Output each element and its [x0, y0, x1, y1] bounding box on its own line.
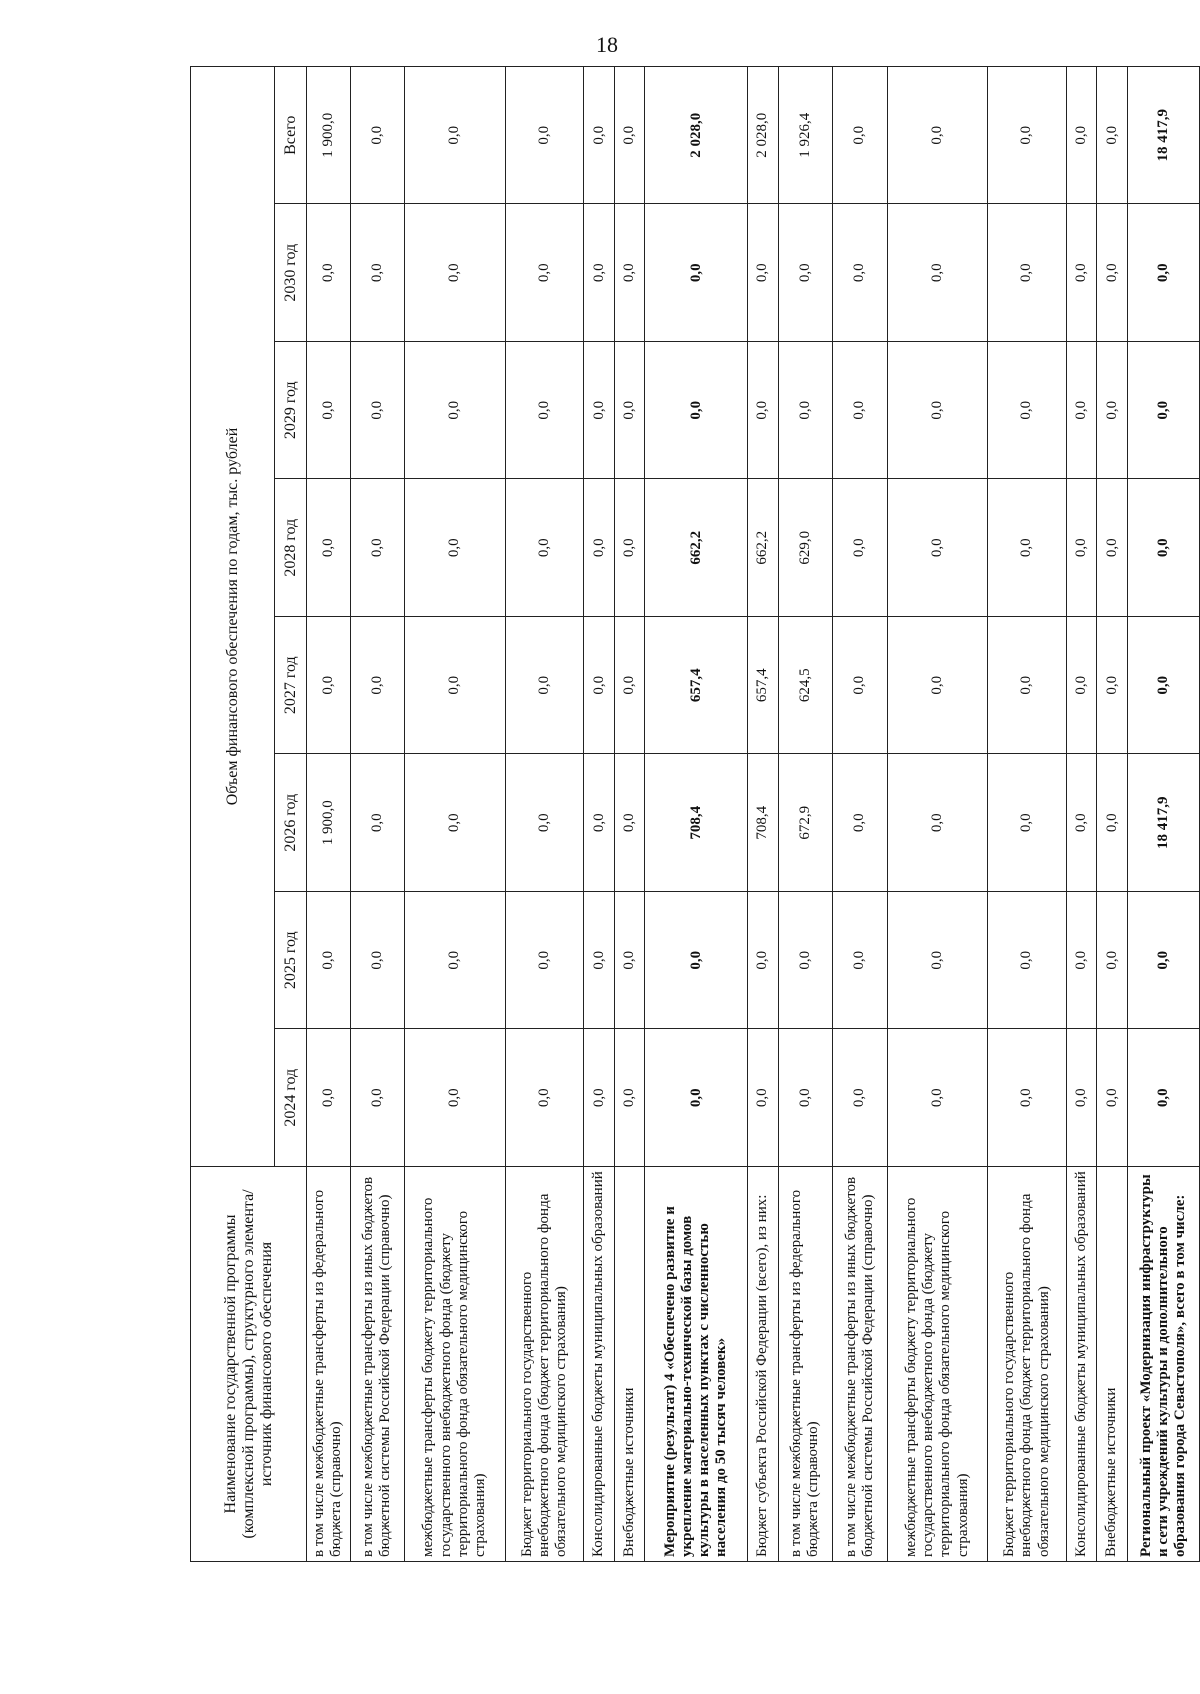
value-cell: 0,0	[614, 67, 645, 205]
value-cell: 0,0	[584, 479, 615, 617]
table-row	[747, 67, 778, 1562]
value-cell: 0,0	[307, 892, 351, 1030]
row-name: в том числе межбюджетные трансферты из иных бюджетов бюджетной системы Российской Федерации (справочно)	[350, 1167, 405, 1562]
value-cell: 0,0	[833, 67, 888, 205]
year-header: 2024 год	[275, 1029, 307, 1167]
value-cell: 0,0	[584, 754, 615, 892]
value-cell: 0,0	[833, 204, 888, 342]
value-cell: 0,0	[350, 892, 405, 1030]
value-cell: 0,0	[505, 1029, 584, 1167]
value-cell: 0,0	[887, 204, 987, 342]
value-cell: 0,0	[307, 617, 351, 755]
value-cell: 0,0	[405, 342, 505, 480]
value-cell: 0,0	[988, 1029, 1067, 1167]
table-row	[1066, 67, 1097, 1562]
table-row	[833, 67, 888, 1562]
value-cell: 672,9	[778, 754, 833, 892]
value-cell: 0,0	[833, 754, 888, 892]
value-cell: 0,0	[307, 342, 351, 480]
value-cell: 0,0	[1097, 892, 1128, 1030]
value-cell: 0,0	[350, 342, 405, 480]
value-cell: 0,0	[405, 204, 505, 342]
value-cell: 0,0	[584, 342, 615, 480]
value-cell: 0,0	[833, 1029, 888, 1167]
value-cell: 0,0	[833, 892, 888, 1030]
value-cell: 1 926,4	[778, 67, 833, 205]
value-cell: 0,0	[405, 479, 505, 617]
value-cell: 1 900,0	[307, 754, 351, 892]
table-body	[307, 67, 1200, 1562]
value-cell: 629,0	[778, 479, 833, 617]
value-cell: 0,0	[614, 754, 645, 892]
value-cell: 0,0	[747, 342, 778, 480]
value-cell: 0,0	[350, 204, 405, 342]
value-cell: 0,0	[614, 1029, 645, 1167]
value-cell: 0,0	[614, 342, 645, 480]
value-cell: 0,0	[307, 479, 351, 617]
value-cell: 0,0	[405, 1029, 505, 1167]
row-name: в том числе межбюджетные трансферты из федерального бюджета (справочно)	[778, 1167, 833, 1562]
row-name: Внебюджетные источники	[614, 1167, 645, 1562]
value-cell: 0,0	[988, 67, 1067, 205]
value-cell: 0,0	[584, 67, 615, 205]
value-cell: 657,4	[747, 617, 778, 755]
value-cell: 0,0	[584, 617, 615, 755]
value-cell: 0,0	[778, 204, 833, 342]
value-cell: 0,0	[614, 892, 645, 1030]
value-cell: 0,0	[584, 1029, 615, 1167]
value-cell: 0,0	[505, 342, 584, 480]
year-header: 2026 год	[275, 754, 307, 892]
value-cell: 0,0	[778, 892, 833, 1030]
value-cell: 0,0	[747, 892, 778, 1030]
value-cell: 18 417,9	[1127, 754, 1199, 892]
value-cell: 0,0	[1127, 204, 1199, 342]
value-cell: 0,0	[778, 1029, 833, 1167]
table-row	[1127, 67, 1199, 1562]
value-cell: 0,0	[1066, 892, 1097, 1030]
value-cell: 0,0	[307, 204, 351, 342]
value-cell: 0,0	[614, 204, 645, 342]
value-cell: 0,0	[778, 342, 833, 480]
table-row	[584, 67, 615, 1562]
value-cell: 624,5	[778, 617, 833, 755]
row-name: Внебюджетные источники	[1097, 1167, 1128, 1562]
row-name: в том числе межбюджетные трансферты из федерального бюджета (справочно)	[307, 1167, 351, 1562]
value-cell: 0,0	[505, 754, 584, 892]
value-cell: 0,0	[405, 617, 505, 755]
value-cell: 0,0	[1066, 754, 1097, 892]
value-cell: 0,0	[405, 754, 505, 892]
value-cell: 0,0	[614, 617, 645, 755]
value-cell: 0,0	[833, 342, 888, 480]
rotated-table-container	[190, 66, 1200, 1562]
row-name: Консолидированные бюджеты муниципальных образований	[584, 1167, 615, 1562]
value-cell: 0,0	[1127, 892, 1199, 1030]
value-cell: 0,0	[887, 479, 987, 617]
value-cell: 0,0	[1066, 479, 1097, 617]
value-cell: 0,0	[887, 754, 987, 892]
value-cell: 0,0	[1066, 342, 1097, 480]
financing-table	[190, 66, 1200, 1562]
table-row	[778, 67, 833, 1562]
value-cell: 662,2	[747, 479, 778, 617]
value-cell: 0,0	[833, 617, 888, 755]
year-header: 2025 год	[275, 892, 307, 1030]
value-cell: 0,0	[645, 204, 748, 342]
row-name: Бюджет территориального государственного внебюджетного фонда (бюджет территориального фонда обязательного медицинского страхования)	[988, 1167, 1067, 1562]
value-cell: 0,0	[988, 754, 1067, 892]
value-cell: 0,0	[833, 479, 888, 617]
value-cell: 0,0	[887, 892, 987, 1030]
value-cell: 0,0	[988, 204, 1067, 342]
value-cell: 0,0	[1066, 1029, 1097, 1167]
value-cell: 2 028,0	[645, 67, 748, 205]
value-cell: 0,0	[1097, 342, 1128, 480]
value-cell: 0,0	[887, 617, 987, 755]
value-cell: 0,0	[505, 617, 584, 755]
value-cell: 0,0	[645, 342, 748, 480]
value-cell: 0,0	[887, 1029, 987, 1167]
value-cell: 0,0	[988, 342, 1067, 480]
table-row	[614, 67, 645, 1562]
value-cell: 0,0	[747, 1029, 778, 1167]
value-cell: 0,0	[1127, 479, 1199, 617]
value-cell: 0,0	[614, 479, 645, 617]
row-name: межбюджетные трансферты бюджету территориального государственного внебюджетного фонда (бюджету территориального фонда обязательного медицинского страхования)	[405, 1167, 505, 1562]
value-cell: 0,0	[350, 67, 405, 205]
value-cell: 0,0	[350, 617, 405, 755]
value-cell: 0,0	[307, 1029, 351, 1167]
value-cell: 0,0	[1097, 617, 1128, 755]
table-row	[1097, 67, 1128, 1562]
value-cell: 0,0	[350, 479, 405, 617]
row-name: Бюджет территориального государственного внебюджетного фонда (бюджет территориального фонда обязательного медицинского страхования)	[505, 1167, 584, 1562]
table-row	[505, 67, 584, 1562]
row-name: Консолидированные бюджеты муниципальных образований	[1066, 1167, 1097, 1562]
value-cell: 0,0	[1127, 617, 1199, 755]
value-cell: 0,0	[1097, 1029, 1128, 1167]
volume-header: Объем финансового обеспечения по годам, тыс. рублей	[191, 67, 275, 1167]
value-cell: 0,0	[1097, 479, 1128, 617]
value-cell: 0,0	[505, 67, 584, 205]
value-cell: 0,0	[747, 204, 778, 342]
value-cell: 18 417,9	[1127, 67, 1199, 205]
value-cell: 0,0	[645, 892, 748, 1030]
year-header: 2027 год	[275, 617, 307, 755]
value-cell: 0,0	[505, 892, 584, 1030]
value-cell: 708,4	[747, 754, 778, 892]
value-cell: 708,4	[645, 754, 748, 892]
row-name: Региональный проект «Модернизация инфраструктуры и сети учреждений культуры и дополнительного образования города Севастополя», всего в том числе:	[1127, 1167, 1199, 1562]
value-cell: 0,0	[505, 204, 584, 342]
value-cell: 0,0	[1097, 67, 1128, 205]
value-cell: 657,4	[645, 617, 748, 755]
name-column-header: Наименование государственной программы (комплексной программы), структурного элемента/источник финансового обеспечения	[191, 1167, 307, 1562]
value-cell: 0,0	[1097, 204, 1128, 342]
value-cell: 0,0	[988, 617, 1067, 755]
value-cell: 2 028,0	[747, 67, 778, 205]
year-header: 2028 год	[275, 479, 307, 617]
value-cell: 0,0	[1066, 67, 1097, 205]
page-number: 18	[596, 32, 618, 57]
value-cell: 0,0	[405, 892, 505, 1030]
value-cell: 0,0	[645, 1029, 748, 1167]
value-cell: 1 900,0	[307, 67, 351, 205]
year-header: 2029 год	[275, 342, 307, 480]
year-header: 2030 год	[275, 204, 307, 342]
table-row	[887, 67, 987, 1562]
value-cell: 0,0	[350, 754, 405, 892]
value-cell: 0,0	[350, 1029, 405, 1167]
table-row	[988, 67, 1067, 1562]
table-row	[350, 67, 405, 1562]
value-cell: 0,0	[887, 342, 987, 480]
value-cell: 0,0	[405, 67, 505, 205]
value-cell: 0,0	[1127, 1029, 1199, 1167]
value-cell: 0,0	[1066, 617, 1097, 755]
header-row-top	[191, 67, 275, 1562]
rotated-table-area	[190, 66, 1200, 1562]
value-cell: 0,0	[988, 479, 1067, 617]
value-cell: 0,0	[1097, 754, 1128, 892]
value-cell: 0,0	[584, 204, 615, 342]
row-name: межбюджетные трансферты бюджету территориального государственного внебюджетного фонда (бюджету территориального фонда обязательного медицинского страхования)	[887, 1167, 987, 1562]
value-cell: 662,2	[645, 479, 748, 617]
value-cell: 0,0	[988, 892, 1067, 1030]
row-name: Бюджет субъекта Российской Федерации (всего), из них:	[747, 1167, 778, 1562]
table-row	[405, 67, 505, 1562]
table-row	[645, 67, 748, 1562]
value-cell: 0,0	[505, 479, 584, 617]
row-name: Мероприятие (результат) 4 «Обеспечено развитие и укрепление материально-технической базы домов культуры в населенных пунктах с численностью населения до 50 тысяч человек»	[645, 1167, 748, 1562]
value-cell: 0,0	[887, 67, 987, 205]
value-cell: 0,0	[1066, 204, 1097, 342]
value-cell: 0,0	[584, 892, 615, 1030]
table-row	[307, 67, 351, 1562]
value-cell: 0,0	[1127, 342, 1199, 480]
row-name: в том числе межбюджетные трансферты из иных бюджетов бюджетной системы Российской Федерации (справочно)	[833, 1167, 888, 1562]
year-header: Всего	[275, 67, 307, 205]
